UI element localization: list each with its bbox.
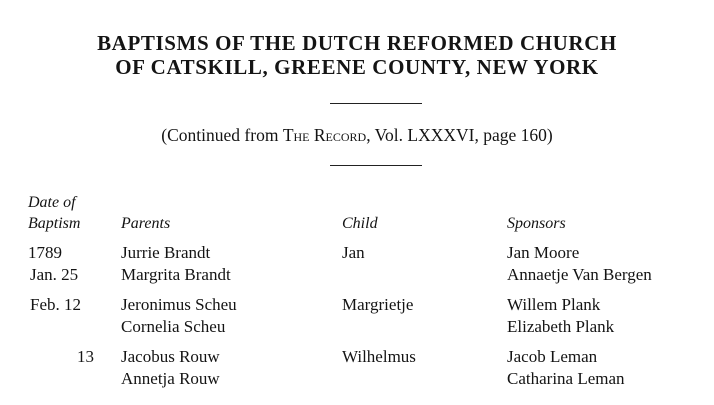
entry-date: Feb. 12 xyxy=(30,295,81,314)
entry-parent-mother: Cornelia Scheu xyxy=(121,317,226,336)
entry-parent-father: Jurrie Brandt xyxy=(121,243,211,262)
entry-sponsor-1: Jacob Leman xyxy=(507,347,598,366)
entry-sponsor-1: Willem Plank xyxy=(507,295,601,314)
entry-date: 13 xyxy=(77,347,94,366)
title-line-1: BAPTISMS OF THE DUTCH REFORMED CHURCH xyxy=(97,31,617,55)
header-date-line-2: Baptism xyxy=(28,215,81,232)
header-child: Child xyxy=(342,215,378,232)
entry-sponsor-2: Catharina Leman xyxy=(507,369,625,388)
entry-parent-mother: Annetja Rouw xyxy=(121,369,220,388)
entry-child: Jan xyxy=(342,243,365,262)
continuation-suffix: , Vol. LXXXVI, page 160) xyxy=(366,125,553,145)
header-date-line-1: Date of xyxy=(28,194,76,211)
entry-parent-mother: Margrita Brandt xyxy=(121,265,231,284)
continuation-prefix: (Continued from xyxy=(161,125,283,145)
header-sponsors: Sponsors xyxy=(507,215,566,232)
header-parents: Parents xyxy=(121,215,171,232)
entry-sponsor-2: Annaetje Van Bergen xyxy=(507,265,652,284)
continuation-note xyxy=(0,124,714,146)
entry-sponsor-2: Elizabeth Plank xyxy=(507,317,615,336)
divider-bottom xyxy=(330,165,422,166)
entry-parent-father: Jacobus Rouw xyxy=(121,347,220,366)
divider-top xyxy=(330,103,422,104)
journal-name: The Record xyxy=(282,125,367,145)
entry-sponsor-1: Jan Moore xyxy=(507,243,580,262)
entry-child: Margrietje xyxy=(342,295,414,314)
entry-child: Wilhelmus xyxy=(342,347,416,366)
title-line-2: OF CATSKILL, GREENE COUNTY, NEW YORK xyxy=(115,55,599,79)
entry-parent-father: Jeronimus Scheu xyxy=(121,295,237,314)
entry-year: 1789 xyxy=(28,243,62,262)
entry-date: Jan. 25 xyxy=(30,265,79,284)
